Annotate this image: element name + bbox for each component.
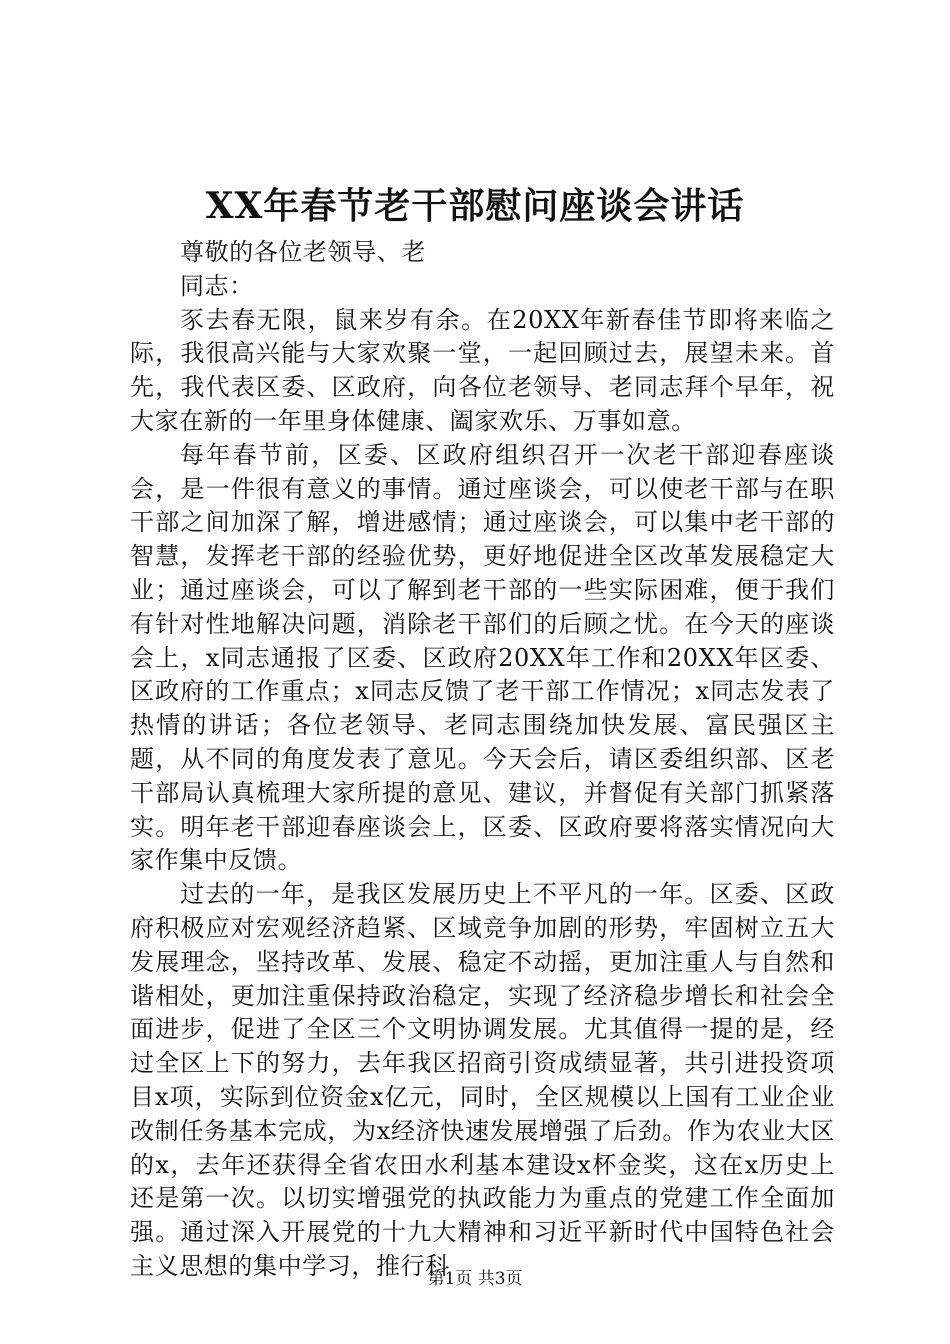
paragraph-1: 豕去春无限，鼠来岁有余。在20XX年新春佳节即将来临之际，我很高兴能与大家欢聚一堂，一起回顾过去，展望未来。首先，我代表区委、区政府，向各位老领导、老同志拜个早年，祝大家在新的一年里身体健康、阖家欢乐、万事如意。 (130, 305, 835, 435)
document-title: XX年春节老干部慰问座谈会讲话 (205, 185, 745, 227)
document-body (130, 236, 835, 1284)
salutation-line-2: 同志： (180, 271, 254, 300)
salutation-line-1: 尊敬的各位老领导、老 (180, 238, 426, 266)
page-number-footer: 第1页 共3页 (427, 1269, 523, 1289)
paragraph-3: 过去的一年，是我区发展历史上不平凡的一年。区委、区政府积极应对宏观经济趋紧、区域竞争加剧的形势，牢固树立五大发展理念，坚持改革、发展、稳定不动摇，更加注重人与自然和谐相处，更加注重保持政治稳定，实现了经济稳步增长和社会全面进步，促进了全区三个文明协调发展。尤其值得一提的是，经过全区上下的努力，去年我区招商引资成绩显著，共引进投资项目x项，实际到位资金x亿元，同时，全区规模以上国有工业企业改制任务基本完成，为x经济快速发展增强了后劲。作为农业大区的x，去年还获得全省农田水利基本建设x杯金奖，这在x历史上还是第一次。以切实增强党的执政能力为重点的党建工作全面加强。通过深入开展党的十九大精神和习近平新时代中国特色社会主义思想的集中学习，推行科 (130, 880, 835, 1280)
paragraph-2: 每年春节前，区委、区政府组织召开一次老干部迎春座谈会，是一件很有意义的事情。通过座谈会，可以使老干部与在职干部之间加深了解，增进感情；通过座谈会，可以集中老干部的智慧，发挥老干部的经验优势，更好地促进全区改革发展稳定大业；通过座谈会，可以了解到老干部的一些实际困难，便于我们有针对性地解决问题，消除老干部们的后顾之忧。在今天的座谈会上，x同志通报了区委、区政府20XX年工作和20XX年区委、区政府的工作重点；x同志反馈了老干部工作情况；x同志发表了热情的讲话；各位老领导、老同志围绕加快发展、富民强区主题，从不同的角度发表了意见。今天会后，请区委组织部、区老干部局认真梳理大家所提的意见、建议，并督促有关部门抓紧落实。明年老干部迎春座谈会上，区委、区政府要将落实情况向大家作集中反馈。 (130, 440, 835, 875)
